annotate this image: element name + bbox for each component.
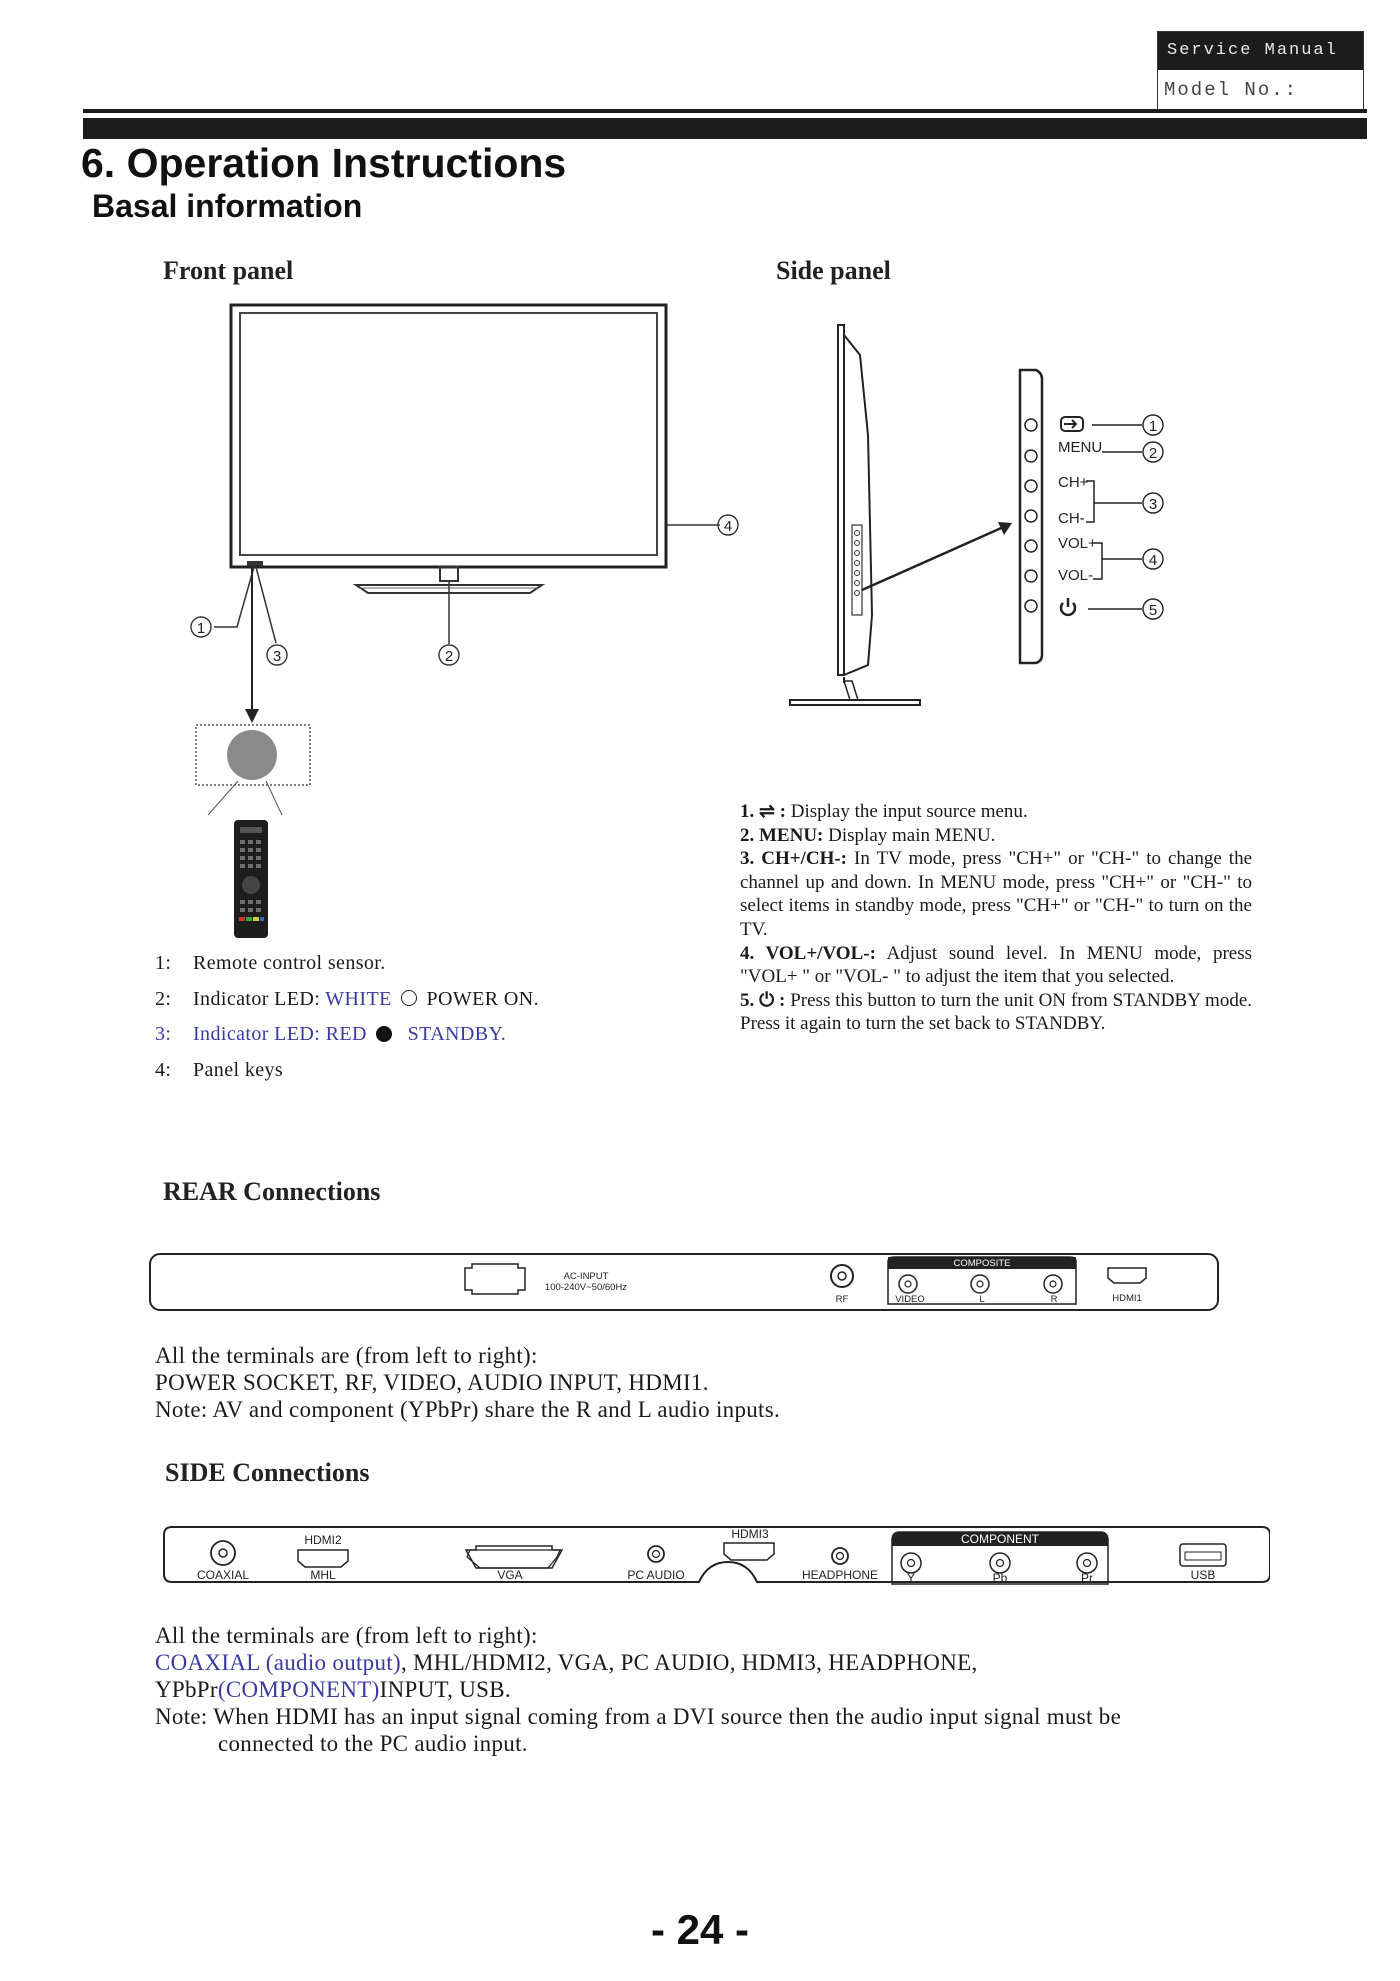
header-box: [1157, 31, 1364, 111]
white-led-icon: [401, 990, 417, 1006]
callout-1-label: 1: [196, 620, 206, 637]
callout-4-label: 4: [723, 518, 733, 535]
key-source: [1025, 419, 1037, 431]
legend-text: Remote control sensor.: [193, 952, 386, 974]
side-note-2: connected to the PC audio input.: [218, 1731, 528, 1756]
callout-2-label: 2: [444, 648, 454, 665]
tv-screen: [240, 313, 657, 555]
desc-lead: 1. ⇌ :: [740, 801, 786, 822]
manual-label: Service Manual: [1158, 32, 1363, 70]
component-pb-jack: [990, 1553, 1010, 1573]
legend-text-c: STANDBY.: [407, 1023, 507, 1045]
label-mhl: MHL: [310, 1568, 336, 1582]
label-pc-audio: PC AUDIO: [627, 1568, 685, 1582]
side-panel-diagram: [780, 315, 1220, 715]
label-hdmi2: HDMI2: [304, 1533, 342, 1547]
callout-3-label: 3: [272, 648, 282, 665]
headphone-port: [832, 1548, 848, 1564]
label-rf: RF: [835, 1294, 849, 1305]
label-pr: Pr: [1081, 1571, 1093, 1585]
hdmi3-port: [724, 1543, 774, 1560]
component-pr-jack: [1077, 1553, 1097, 1573]
front-panel-diagram: [150, 295, 770, 945]
component-y-jack: [901, 1553, 921, 1573]
rear-para-2: POWER SOCKET, RF, VIDEO, AUDIO INPUT, HDMI1.: [155, 1370, 709, 1395]
front-legend-2: [155, 988, 539, 1011]
legend-text-a: Indicator LED:: [193, 1023, 321, 1045]
label-composite: COMPOSITE: [953, 1258, 1011, 1269]
desc-4: [740, 942, 1252, 989]
audio-r-jack: [1044, 1275, 1062, 1293]
label-menu: MENU: [1058, 439, 1103, 456]
legend-text: Panel keys: [193, 1059, 284, 1081]
audio-l-jack: [971, 1275, 989, 1293]
side-callout-3: 3: [1148, 496, 1158, 513]
label-ch-down: CH-: [1058, 510, 1085, 527]
desc-lead: 4. VOL+/VOL-:: [740, 942, 876, 964]
rear-para-3: Note: AV and component (YPbPr) share the R and L audio inputs.: [155, 1397, 781, 1422]
desc-lead: 2. MENU:: [740, 824, 824, 846]
hdmi1-port: [1108, 1268, 1146, 1283]
legend-text-a: Indicator LED:: [193, 988, 321, 1010]
side-callout-5: 5: [1148, 602, 1158, 619]
label-headphone: HEADPHONE: [801, 1568, 879, 1582]
key-ch-down: [1025, 510, 1037, 522]
desc-text: Press this button to turn the unit ON from STANDBY mode. Press it again to turn the set back to STANDBY.: [740, 989, 1253, 1035]
desc-lead: 3. CH+/CH-:: [740, 848, 848, 870]
side-para-3-blue: (COMPONENT): [217, 1677, 380, 1702]
label-ch-up: CH+: [1058, 474, 1089, 491]
legend-num: 1:: [155, 952, 172, 974]
label-y: Y: [906, 1571, 916, 1585]
video-jack: [899, 1275, 917, 1293]
desc-5: [740, 989, 1252, 1036]
desc-lead: 5. ⏻ :: [740, 989, 786, 1011]
desc-text: In TV mode, press "CH+" or "CH-" to change the channel up and down. In MENU mode, press "CH+" or "CH-" to select items in standby mode, press "CH+" or "CH-" to turn on the TV.: [740, 848, 1253, 940]
model-label: Model No.:: [1164, 79, 1299, 101]
side-callout-1: 1: [1148, 418, 1158, 435]
desc-text: Display main MENU.: [828, 824, 996, 846]
side-para-2: [155, 1649, 1121, 1676]
front-legend-4: [155, 1059, 283, 1082]
label-pb: Pb: [992, 1571, 1008, 1585]
legend-text-c: POWER ON.: [426, 988, 540, 1010]
desc-text: Display the input source menu.: [790, 801, 1028, 822]
side-conn-paragraph: [155, 1622, 1121, 1757]
key-vol-down: [1025, 570, 1037, 582]
label-l: L: [979, 1294, 985, 1305]
rf-port: [831, 1265, 853, 1287]
usb-port: [1180, 1544, 1226, 1566]
desc-3: [740, 847, 1252, 941]
legend-num: 3:: [155, 1023, 172, 1045]
legend-text-b: WHITE: [325, 988, 392, 1010]
side-callout-4: 4: [1148, 552, 1158, 569]
side-panel-descriptions: [740, 800, 1252, 1036]
key-ch-up: [1025, 480, 1037, 492]
side-para-1: All the terminals are (from left to right):: [155, 1623, 538, 1648]
side-para-3-a: YPbPr: [155, 1677, 218, 1702]
remote-control: [234, 820, 268, 938]
rear-para-1: All the terminals are (from left to right):: [155, 1343, 538, 1368]
tv-neck: [440, 567, 458, 581]
coaxial-port: [211, 1541, 235, 1565]
label-video: VIDEO: [895, 1294, 925, 1305]
side-stand-neck: [844, 681, 858, 700]
side-panel-heading: Side panel: [776, 256, 891, 285]
front-legend-1: [155, 952, 386, 975]
pc-audio-port: [648, 1546, 664, 1562]
rear-heading: REAR Connections: [163, 1177, 381, 1206]
page-number: - 24 -: [650, 1906, 750, 1953]
header-rule-thick: [83, 118, 1367, 139]
label-vol-up: VOL+: [1058, 535, 1097, 552]
vga-port: [466, 1546, 562, 1568]
side-connections-diagram: [160, 1520, 1270, 1600]
ac-input-port: [465, 1264, 525, 1294]
power-icon: [1061, 598, 1075, 615]
key-menu: [1025, 450, 1037, 462]
tv-bezel: [231, 305, 666, 567]
key-vol-up: [1025, 540, 1037, 552]
legend-num: 4:: [155, 1059, 172, 1081]
legend-num: 2:: [155, 988, 172, 1010]
side-para-3: [155, 1676, 1121, 1703]
side-note-1: Note: When HDMI has an input signal coming from a DVI source then the audio input signal must be: [155, 1704, 1122, 1729]
side-para-3-b: INPUT, USB.: [379, 1677, 511, 1702]
label-ac-input: AC-INPUT: [563, 1271, 609, 1282]
side-para-2-blue: COAXIAL (audio output): [155, 1650, 401, 1675]
page-subtitle: Basal information: [92, 188, 363, 224]
front-legend-3: [155, 1023, 506, 1046]
source-icon: [1061, 417, 1083, 431]
label-hdmi3: HDMI3: [731, 1527, 769, 1541]
desc-2: [740, 824, 1252, 848]
label-r: R: [1050, 1294, 1058, 1305]
rear-paragraph: [155, 1342, 780, 1423]
label-ac-spec: 100-240V~50/60Hz: [544, 1282, 628, 1293]
legend-text-b: RED: [325, 1023, 367, 1045]
side-callout-2: 2: [1148, 445, 1158, 462]
front-panel-heading: Front panel: [163, 256, 294, 285]
side-para-2-rest: , MHL/HDMI2, VGA, PC AUDIO, HDMI3, HEADPHONE,: [400, 1650, 978, 1675]
sensor-window: [247, 561, 263, 566]
label-vol-down: VOL-: [1058, 567, 1094, 584]
desc-text: Adjust sound level. In MENU mode, press "VOL+ " or "VOL- " to adjust the item that you selected.: [740, 942, 1252, 988]
hdmi2-port: [298, 1550, 348, 1567]
label-usb: USB: [1190, 1568, 1216, 1582]
key-panel-detail: [1020, 370, 1042, 663]
label-component: COMPONENT: [961, 1532, 1039, 1546]
rear-connections-diagram: [148, 1252, 1228, 1314]
red-led-icon: [376, 1026, 392, 1042]
label-coaxial: COAXIAL: [196, 1568, 250, 1582]
side-conn-heading: SIDE Connections: [165, 1458, 370, 1487]
label-vga: VGA: [497, 1568, 523, 1582]
label-hdmi1: HDMI1: [1112, 1293, 1142, 1304]
key-power: [1025, 600, 1037, 612]
page-title: 6. Operation Instructions: [81, 140, 567, 186]
sensor-detail: [227, 730, 277, 780]
header-rule-thin: [83, 109, 1367, 113]
desc-1: [740, 800, 1252, 824]
side-stand-base: [790, 700, 920, 705]
